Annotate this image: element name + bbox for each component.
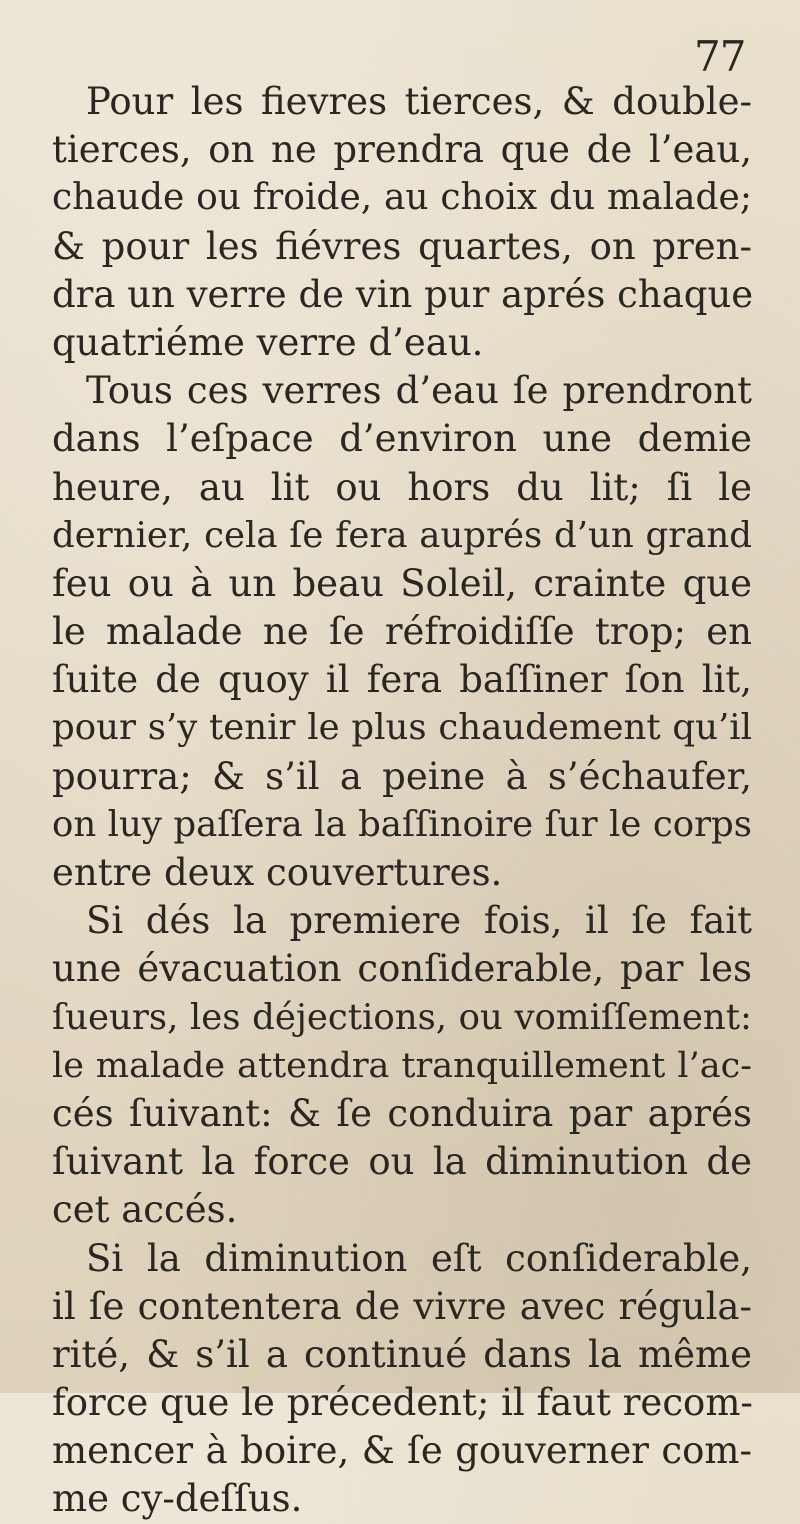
page-number: 77: [694, 32, 746, 81]
body-text: [52, 78, 752, 1524]
text-line: Si la diminution eſt conſiderable,: [86, 1236, 752, 1280]
text-line: & pour les fiévres quartes, on pren-: [52, 224, 752, 268]
text-line: me cy-deſſus.: [52, 1477, 303, 1521]
text-line: Pour les fievres tierces, & double-: [86, 80, 752, 123]
text-line: Si dés la premiere fois, il ſe fait: [86, 899, 752, 943]
text-line: feu ou à un beau Soleil, crainte que: [52, 561, 752, 605]
text-line: tierces, on ne prendra que de l’eau,: [52, 128, 752, 172]
text-line: mencer à boire, & ſe gouverner com-: [52, 1429, 752, 1473]
text-line: dra un verre de vin pur aprés chaque: [52, 272, 754, 316]
text-line: cés ſuivant: & ſe conduira par aprés: [52, 1091, 752, 1135]
text-line: dans l’eſpace d’environ une demie: [52, 417, 752, 461]
text-line: chaude ou froide, au choix du malade;: [52, 177, 752, 219]
text-line: cet accés.: [52, 1188, 238, 1232]
text-line: ſuite de quoy il fera baſſiner ſon lit,: [52, 658, 752, 702]
text-line: Tous ces verres d’eau ſe prendront: [86, 369, 752, 413]
text-line: ſueurs, les déjections, ou vomiſſement:: [52, 996, 752, 1038]
text-line: il ſe contentera de vivre avec régula-: [52, 1284, 752, 1328]
text-line: on luy paſſera la baſſinoire ſur le corps: [52, 803, 752, 845]
text-line: entre deux couvertures.: [52, 851, 503, 894]
text-line: le malade attendra tranquillement l’ac-: [52, 1045, 752, 1086]
text-line: force que le précedent; il faut recom-: [52, 1381, 753, 1425]
text-line: ſuivant la force ou la diminution de: [52, 1140, 752, 1184]
text-line: pourra; & s’il a peine à s’échaufer,: [52, 754, 752, 798]
text-line: quatriéme verre d’eau.: [52, 320, 484, 364]
text-line: pour s’y tenir le plus chaudement qu’il: [52, 707, 752, 749]
text-line: le malade ne ſe réfroidiſſe trop; en: [52, 610, 752, 654]
text-line: dernier, cela ſe fera auprés d’un grand: [52, 514, 752, 556]
text-line: rité, & s’il a continué dans la même: [52, 1332, 752, 1376]
text-line: une évacuation conſiderable, par les: [52, 947, 752, 991]
text-line: heure, au lit ou hors du lit; ſi le: [52, 465, 752, 509]
